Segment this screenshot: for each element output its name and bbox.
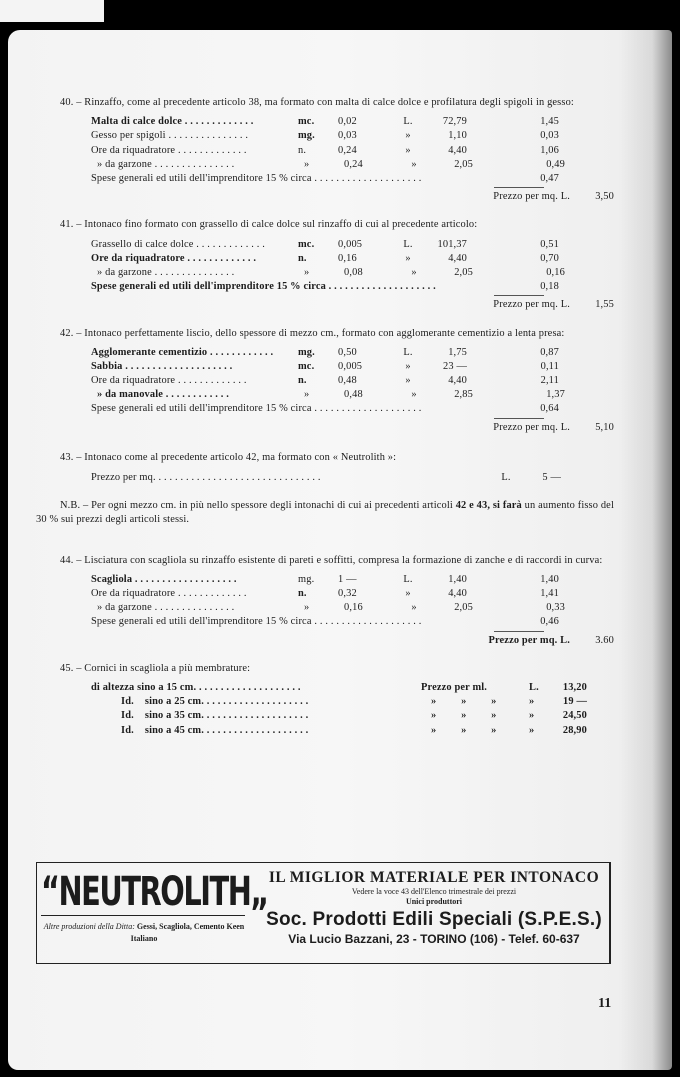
cost-breakdown [91,115,614,186]
overhead-row: Spese generali ed utili dell'imprenditore 15 % circa . . . . . . . . . . . . . . . . . . . . 0,46 [91,616,559,628]
sum-rule [494,295,544,296]
table-row: Malta di calce dolce . . . . . . . . . . . . . mc. 0,02 L. 72,79 1,45 [91,116,559,128]
cost-breakdown [91,346,614,417]
table-row: » da garzone . . . . . . . . . . . . . . . » 0,24 » 2,05 0,49 [97,158,565,170]
article-heading: Lisciatura con scagliola su rinzaffo esistente di pareti e soffitti, compresa la formazione di zanche e di raccordi in curva: [84,554,603,566]
article-number: 41. [60,219,74,231]
ad-producers: Unici produttori [405,897,463,906]
table-row: Grassello di calce dolce . . . . . . . . . . . . . mc. 0,005 L. 101,37 0,51 [91,238,559,250]
article-42: 42. – Intonaco perfettamente liscio, dello spessore di mezzo cm., formato con agglomerante cementizio a lenta presa: Agglomerante cementizio . . . . . . . . . . . . mg. 0,50 L. 1,75 0,87 Sabbia . . . . . . . . . . . . . . . . . . . . mc. 0,005 » 23 — 0,11 Ore da riquadratore . . . . . . . . . . . . . n. 0,48 » 4,40 2,11 » da manovale . . . . . . . . . . . . » 0,48 » 2,85 1,37 Spese generali ed utili dell'imprenditore 15 % circa . . . . . . . . . . . . . . . . . . . . 0,64 Prezzo per mq. L. 5,10 [36,327,614,435]
sum-rule [494,187,544,188]
sum-rule [494,418,544,419]
other-products: Altre produzioni della Ditta: Gessi, Scagliola, Cemento Keen Italiano [43,922,245,943]
total-row: Prezzo per mq. L. 3.60 [36,634,614,648]
article-heading: Cornici in scagliola a più membrature: [84,662,251,674]
advertisement-box [36,862,611,964]
sum-rule [494,631,544,632]
article-number: 43. [60,451,74,463]
price-row: Prezzo per mq. . . . . . . . . . . . . . . . . . . . . . . . . . . . . . . L. 5 — [91,471,614,485]
table-row: Ore da riquadratore . . . . . . . . . . . . . n. 0,24 » 4,40 1,06 [91,144,559,156]
overhead-row: Spese generali ed utili dell'imprenditore 15 % circa . . . . . . . . . . . . . . . . . . . . 0,18 [91,281,559,293]
total-value: 1,55 [595,299,614,311]
price-list-content [36,96,614,752]
article-heading: Intonaco perfettamente liscio, dello spessore di mezzo cm., formato con agglomerante cementizio a lenta presa: [84,327,565,339]
article-heading: Intonaco come al precedente articolo 42, ma formato con « Neutrolith »: [84,451,397,463]
ad-brand-panel [37,863,268,963]
article-number: 40. [60,97,74,108]
table-row: Id. sino a 45 cm. . . . . . . . . . . . . . . . . . . . » » » » 28,90 [121,724,587,736]
ad-reference: Vedere la voce 43 dell'Elenco trimestrale dei prezzi [351,887,517,896]
ad-company: Soc. Prodotti Edili Speciali (S.P.E.S.) [266,909,602,930]
article-number: 42. [60,327,74,339]
divider [41,915,245,916]
table-row: » da garzone . . . . . . . . . . . . . . . » 0,16 » 2,05 0,33 [97,602,565,614]
article-40: 40. – Rinzaffo, come al precedente articolo 38, ma formato con malta di calce dolce e profilatura degli spigoli in gesso: Malta di calce dolce . . . . . . . . . . . . . mc. 0,02 L. 72,79 1,45 Gesso per spigoli . . . . . . . . . . . . . . . mg. 0,03 » 1,10 0,03 Ore da riquadratore . . . . . . . . . . . . . n. 0,24 » 4,40 1,06 » da garzone . . . . . . . . . . . . . . . » 0,24 » 2,05 0,49 Spese generali ed utili dell'imprenditore 15 % circa . . . . . . . . . . . . . . . . . . . . 0,47 Prezzo per mq. L. 3,50 [36,96,614,204]
total-row: Prezzo per mq. L. 3,50 [36,190,614,204]
table-row: Gesso per spigoli . . . . . . . . . . . . . . . mg. 0,03 » 1,10 0,03 [91,130,559,142]
article-43: 43. – Intonaco come al precedente articolo 42, ma formato con « Neutrolith »: Prezzo per mq. . . . . . . . . . . . . . . . . . . . . . . . . . . . . . . L. 5 — [36,451,614,485]
table-row: Agglomerante cementizio . . . . . . . . . . . . mg. 0,50 L. 1,75 0,87 [91,346,559,358]
scan-corner-tab [0,0,104,22]
total-value: 3.60 [595,634,614,646]
article-number: 44. [60,554,74,566]
table-row: Id. sino a 25 cm. . . . . . . . . . . . . . . . . . . . » » » » 19 — [121,696,587,708]
overhead-row: Spese generali ed utili dell'imprenditore 15 % circa . . . . . . . . . . . . . . . . . . . . 0,47 [91,172,559,184]
price-value: 5 — [542,472,561,484]
article-45: 45. – Cornici in scagliola a più membrature: di altezza sino a 15 cm. . . . . . . . . . . . . . . . . . . . Prezzo per ml. L. 13,20 Id. sino a 25 cm. . . . . . . . . . . . . . . . . . . . » » » » 19 — Id. sino a 35 cm. . . . . . . . . . . . . . . . . . . . » » » » 24,50 Id. sino a 45 cm. . . . . . . . . . . . . . . . . . . . » » » » 28,90 [36,662,614,738]
ad-address: Via Lucio Bazzani, 23 - TORINO (106) - Telef. 60-637 [288,932,580,946]
article-heading: Intonaco fino formato con grassello di calce dolce sul rinzaffo di cui al precedente articolo: [84,219,478,231]
price-list [91,681,614,738]
table-row: » da manovale . . . . . . . . . . . . » 0,48 » 2,85 1,37 [97,389,565,401]
table-row: » da garzone . . . . . . . . . . . . . . . » 0,08 » 2,05 0,16 [97,266,565,278]
page-number: 11 [598,996,612,1011]
ad-slogan: IL MIGLIOR MATERIALE PER INTONACO [268,869,600,886]
table-row: Ore da riquadratore . . . . . . . . . . . . . n. 0,16 » 4,40 0,70 [91,252,559,264]
overhead-row: Spese generali ed utili dell'imprenditore 15 % circa . . . . . . . . . . . . . . . . . . . . 0,64 [91,403,559,415]
cost-breakdown [91,573,614,630]
article-44: 44. – Lisciatura con scagliola su rinzaffo esistente di pareti e soffitti, compresa la formazione di zanche e di raccordi in curva: Scagliola . . . . . . . . . . . . . . . . . . . mg. 1 — L. 1,40 1,40 Ore da riquadratore . . . . . . . . . . . . . n. 0,32 » 4,40 1,41 » da garzone . . . . . . . . . . . . . . . » 0,16 » 2,05 0,33 Spese generali ed utili dell'imprenditore 15 % circa . . . . . . . . . . . . . . . . . . . . 0,46 Prezzo per mq. L. 3.60 [36,554,614,648]
article-heading: Rinzaffo, come al precedente articolo 38, ma formato con malta di calce dolce e profilatura degli spigoli in gesso: [84,97,574,108]
table-row: Scagliola . . . . . . . . . . . . . . . . . . . mg. 1 — L. 1,40 1,40 [91,573,559,585]
article-41: 41. – Intonaco fino formato con grassello di calce dolce sul rinzaffo di cui al precedente articolo: Grassello di calce dolce . . . . . . . . . . . . . mc. 0,005 L. 101,37 0,51 Ore da riquadratore . . . . . . . . . . . . . n. 0,16 » 4,40 0,70 » da garzone . . . . . . . . . . . . . . . » 0,08 » 2,05 0,16 Spese generali ed utili dell'imprenditore 15 % circa . . . . . . . . . . . . . . . . . . . . 0,18 Prezzo per mq. L. 1,55 [36,218,614,312]
article-number: 45. [60,662,74,674]
table-row: Sabbia . . . . . . . . . . . . . . . . . . . . mc. 0,005 » 23 — 0,11 [91,360,559,372]
total-row: Prezzo per mq. L. 5,10 [36,421,614,435]
nota-bene: N.B. – Per ogni mezzo cm. in più nello spessore degli intonachi di cui ai precedenti articoli 42 e 43, si farà un aumento fisso del 30 % sui prezzi degli articoli stessi. [36,500,614,526]
table-row: Ore da riquadratore . . . . . . . . . . . . . n. 0,32 » 4,40 1,41 [91,588,559,600]
cost-breakdown [91,238,614,295]
total-row: Prezzo per mq. L. 1,55 [36,298,614,312]
table-row: di altezza sino a 15 cm. . . . . . . . . . . . . . . . . . . . Prezzo per ml. L. 13,20 [91,682,587,693]
table-row: Ore da riquadratore . . . . . . . . . . . . . n. 0,48 » 4,40 2,11 [91,375,559,387]
table-row: Id. sino a 35 cm. . . . . . . . . . . . . . . . . . . . » » » » 24,50 [121,710,587,722]
total-value: 3,50 [595,191,614,203]
total-value: 5,10 [595,421,614,433]
brand-logo: “NEUTROLITH„ [41,869,268,915]
ad-text-panel [259,863,609,946]
